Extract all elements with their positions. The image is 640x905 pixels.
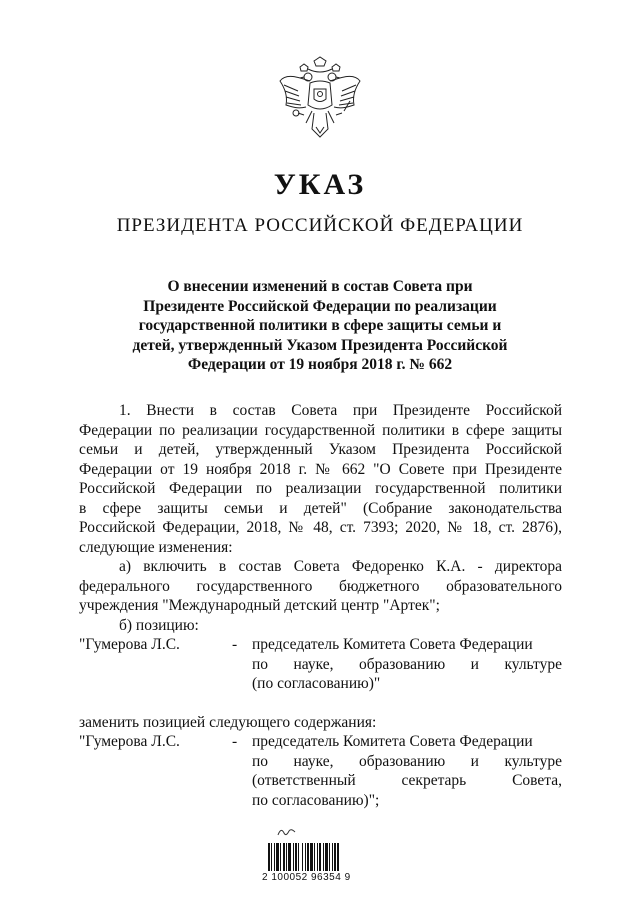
item-a-line: федерального государственного бюджетного образовательного xyxy=(79,577,562,595)
entry-desc-line: (ответственный секретарь Совета, xyxy=(252,772,562,789)
heading-line: О внесении изменений в состав Совета при xyxy=(167,278,473,295)
barcode-number: 2 100052 96354 9 xyxy=(262,872,351,883)
barcode-icon xyxy=(268,843,356,871)
paragraph-line: Российской Федерации, 2018, № 48, ст. 7393; 2020, № 18, ст. 2876), xyxy=(79,519,562,536)
heading-line: детей, утвержденный Указом Президента Российской xyxy=(132,336,508,354)
paragraph-line: семьи и детей, утвержденный Указом Президента Российской xyxy=(79,441,562,458)
entry-desc-line: по науке, образованию и культуре xyxy=(252,655,562,673)
entry-desc-line: по согласованию)"; xyxy=(252,791,380,809)
entry-name: "Гумерова Л.С. xyxy=(79,636,180,653)
entry-desc-line: (по согласованию)" xyxy=(252,675,381,692)
coat-of-arms-icon xyxy=(278,55,362,147)
paragraph-line: 1. Внести в состав Совета при Президенте Российской xyxy=(119,402,562,419)
council-entry-new xyxy=(79,732,562,752)
entry-desc-line: по науке, образованию и культуре xyxy=(252,752,562,770)
paragraph-line: в сфере защиты семьи и детей" (Собрание законодательства xyxy=(79,499,562,517)
page-subtitle: ПРЕЗИДЕНТА РОССИЙСКОЙ ФЕДЕРАЦИИ xyxy=(116,215,524,236)
paragraph-line: Российской Федерации по реализации государственной политики xyxy=(79,480,562,497)
item-a-line: учреждения "Международный детский центр "Артек"; xyxy=(79,597,440,614)
heading-line: Федерации от 19 ноября 2018 г. № 662 xyxy=(187,356,453,373)
paragraph-line: следующие изменения: xyxy=(79,538,233,556)
entry-desc-line: председатель Комитета Совета Федерации xyxy=(252,636,533,653)
item-a-line: а) включить в состав Совета Федоренко К.А. - директора xyxy=(119,558,562,575)
heading-line: государственной политики в сфере защиты семьи и xyxy=(138,317,502,334)
paragraph-line: Федерации по реализации государственной политики в сфере защиты xyxy=(79,421,562,439)
replace-text: заменить позицией следующего содержания: xyxy=(79,713,377,731)
entry-dash: - xyxy=(232,636,238,653)
signature-icon xyxy=(277,826,297,838)
document-heading xyxy=(110,277,530,375)
council-entry-old xyxy=(79,635,562,655)
heading-line: Президенте Российской Федерации по реализации xyxy=(143,297,497,315)
page-title: УКАЗ xyxy=(273,168,367,201)
item-b-label: б) позицию: xyxy=(119,616,199,634)
entry-desc-line: председатель Комитета Совета Федерации xyxy=(252,733,533,750)
paragraph-line: Федерации от 19 ноября 2018 г. № 662 "О Совете при Президенте xyxy=(79,460,562,478)
entry-dash: - xyxy=(232,733,238,750)
document-body xyxy=(79,401,562,810)
entry-name: "Гумерова Л.С. xyxy=(79,733,180,750)
